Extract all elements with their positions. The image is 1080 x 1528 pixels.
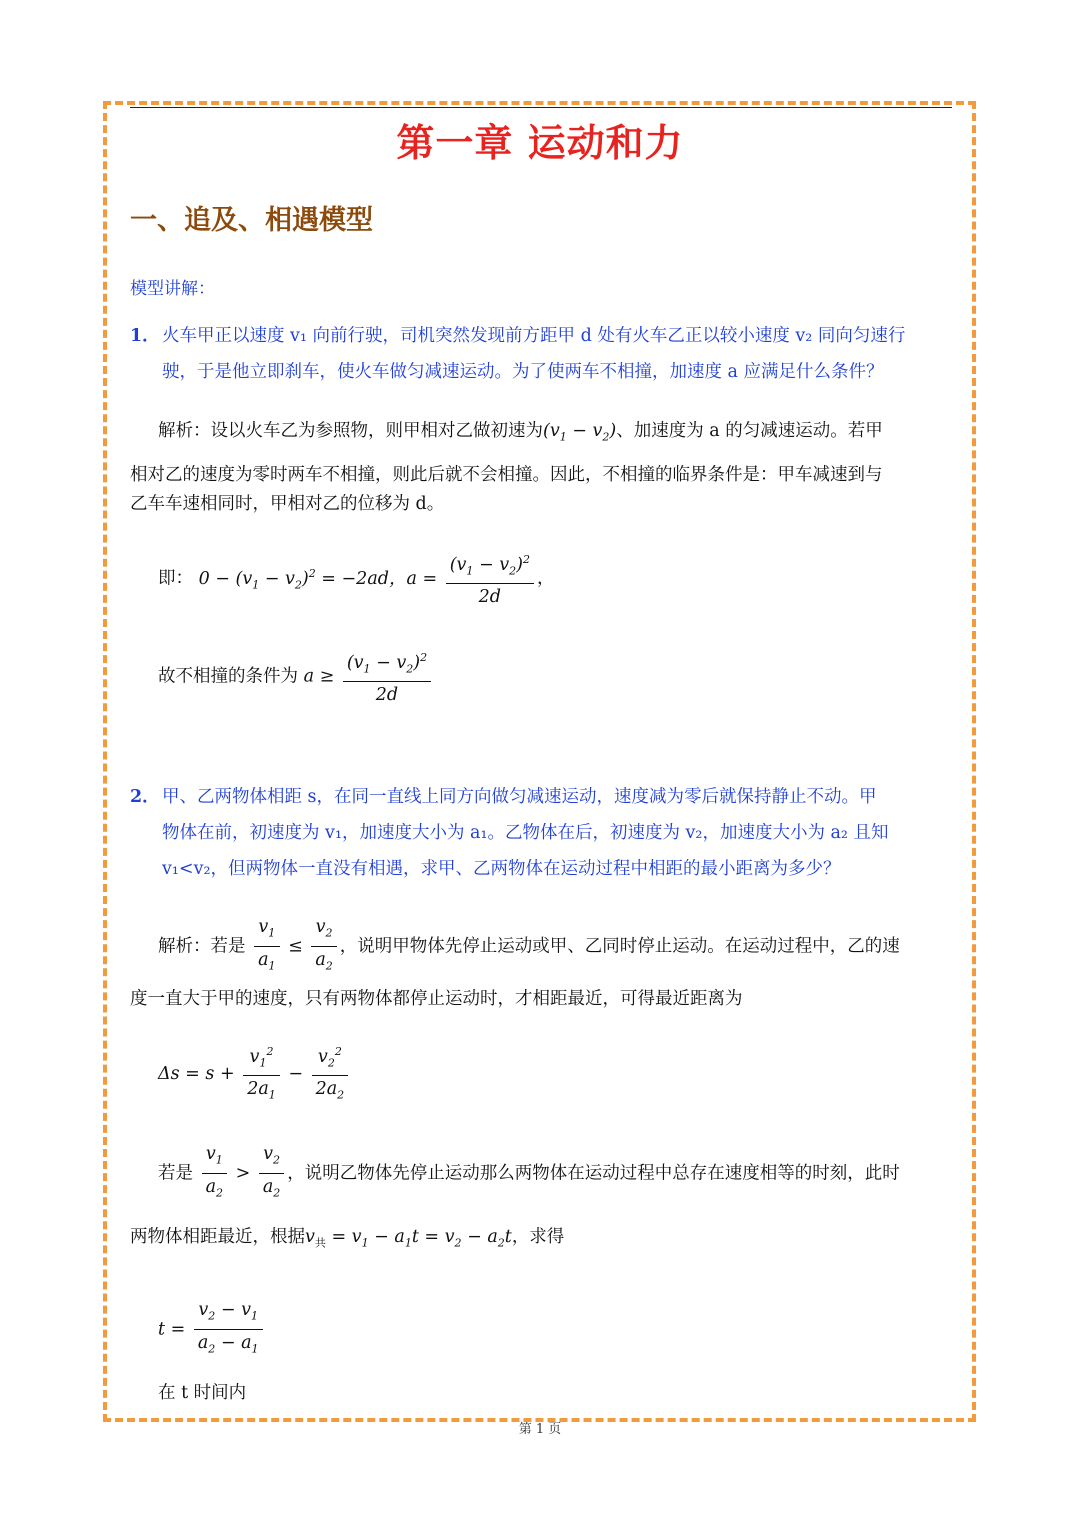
answer-2-para-1: 解析：若是 $\frac{v_1}{a_1}$ ≤ $\frac{v_2}{a_2}$ ，说明甲物体先停止运动或甲、乙同时停止运动。在运动过程中，乙的速: [158, 917, 900, 972]
question-1-line-2: 驶，于是他立即刹车，使火车做匀减速运动。为了使两车不相撞，加速度 a 应满足什么条件？: [162, 362, 884, 382]
answer-2-para-3: 若是 $\frac{v_1}{a_2}$ > $\frac{v_2}{a_2}$ ，说明乙物体先停止运动那么两物体在运动过程中总存在速度相等的时刻，此时: [158, 1144, 900, 1199]
answer-2-para-2: 度一直大于甲的速度，只有两物体都停止运动时，才相距最近，可得最近距离为: [130, 989, 743, 1009]
page-number: 第 1 页: [518, 1422, 562, 1437]
answer-1-para-2: 相对乙的速度为零时两车不相撞，则此后就不会相撞。因此，不相撞的临界条件是：甲车减速到与: [130, 465, 883, 485]
question-2-line-3: v₁<v₂，但两物体一直没有相遇，求甲、乙两物体在运动过程中相距的最小距离为多少？: [162, 859, 841, 879]
section-title: 一、追及、相遇模型: [130, 205, 373, 236]
model-label: 模型讲解：: [130, 279, 215, 299]
question-2-number: 2．: [130, 787, 160, 807]
answer-2-para-4: 两物体相距最近，根据$v_共 = v_1 - a_1t = v_2 - a_2t$，求得: [130, 1227, 565, 1250]
fraction-a: $\frac{(v_1 - v_2)^2}{2d}$: [446, 548, 534, 610]
header-rule: [130, 107, 952, 108]
answer-1-equation: 即： $0 - (v_1 - v_2)^2 = -2ad$，a = $\frac{(v_1 - v_2)^2}{2d}$ ，: [158, 548, 554, 610]
question-2: [130, 779, 952, 887]
chapter-title: 第一章 运动和力: [396, 121, 684, 165]
answer-2-para-5: 在 t 时间内: [158, 1383, 247, 1403]
question-1-line-1: 火车甲正以速度 v₁ 向前行驶，司机突然发现前方距甲 d 处有火车乙正以较小速度 v₂ 同向匀速行: [162, 326, 906, 346]
question-1: [130, 318, 952, 390]
question-1-number: 1．: [130, 326, 160, 346]
answer-2-time: t = $\frac{v_2 - v_1}{a_2 - a_1}$: [158, 1298, 266, 1362]
fraction-condition: $\frac{(v_1 - v_2)^2}{2d}$: [343, 646, 431, 708]
answer-2-min-distance: Δs = s + $\frac{v_1^2}{2a_1}$ − $\frac{v_2^2}{2a_2}$: [158, 1040, 351, 1109]
answer-1-para-3: 乙车车速相同时，甲相对乙的位移为 d。: [130, 494, 445, 514]
answer-1-condition: 故不相撞的条件为 a ≥ $\frac{(v_1 - v_2)^2}{2d}$: [158, 646, 434, 708]
question-2-line-1: 甲、乙两物体相距 s，在同一直线上同方向做匀减速运动，速度减为零后就保持静止不动。甲: [162, 787, 877, 807]
answer-1-para-1: 解析：设以火车乙为参照物，则甲相对乙做初速为$(v_1 - v_2)$、加速度为 a 的匀减速运动。若甲: [158, 421, 883, 444]
question-2-line-2: 物体在前，初速度为 v₁，加速度大小为 a₁。乙物体在后，初速度为 v₂，加速度大小为 a₂ 且知: [162, 823, 889, 843]
